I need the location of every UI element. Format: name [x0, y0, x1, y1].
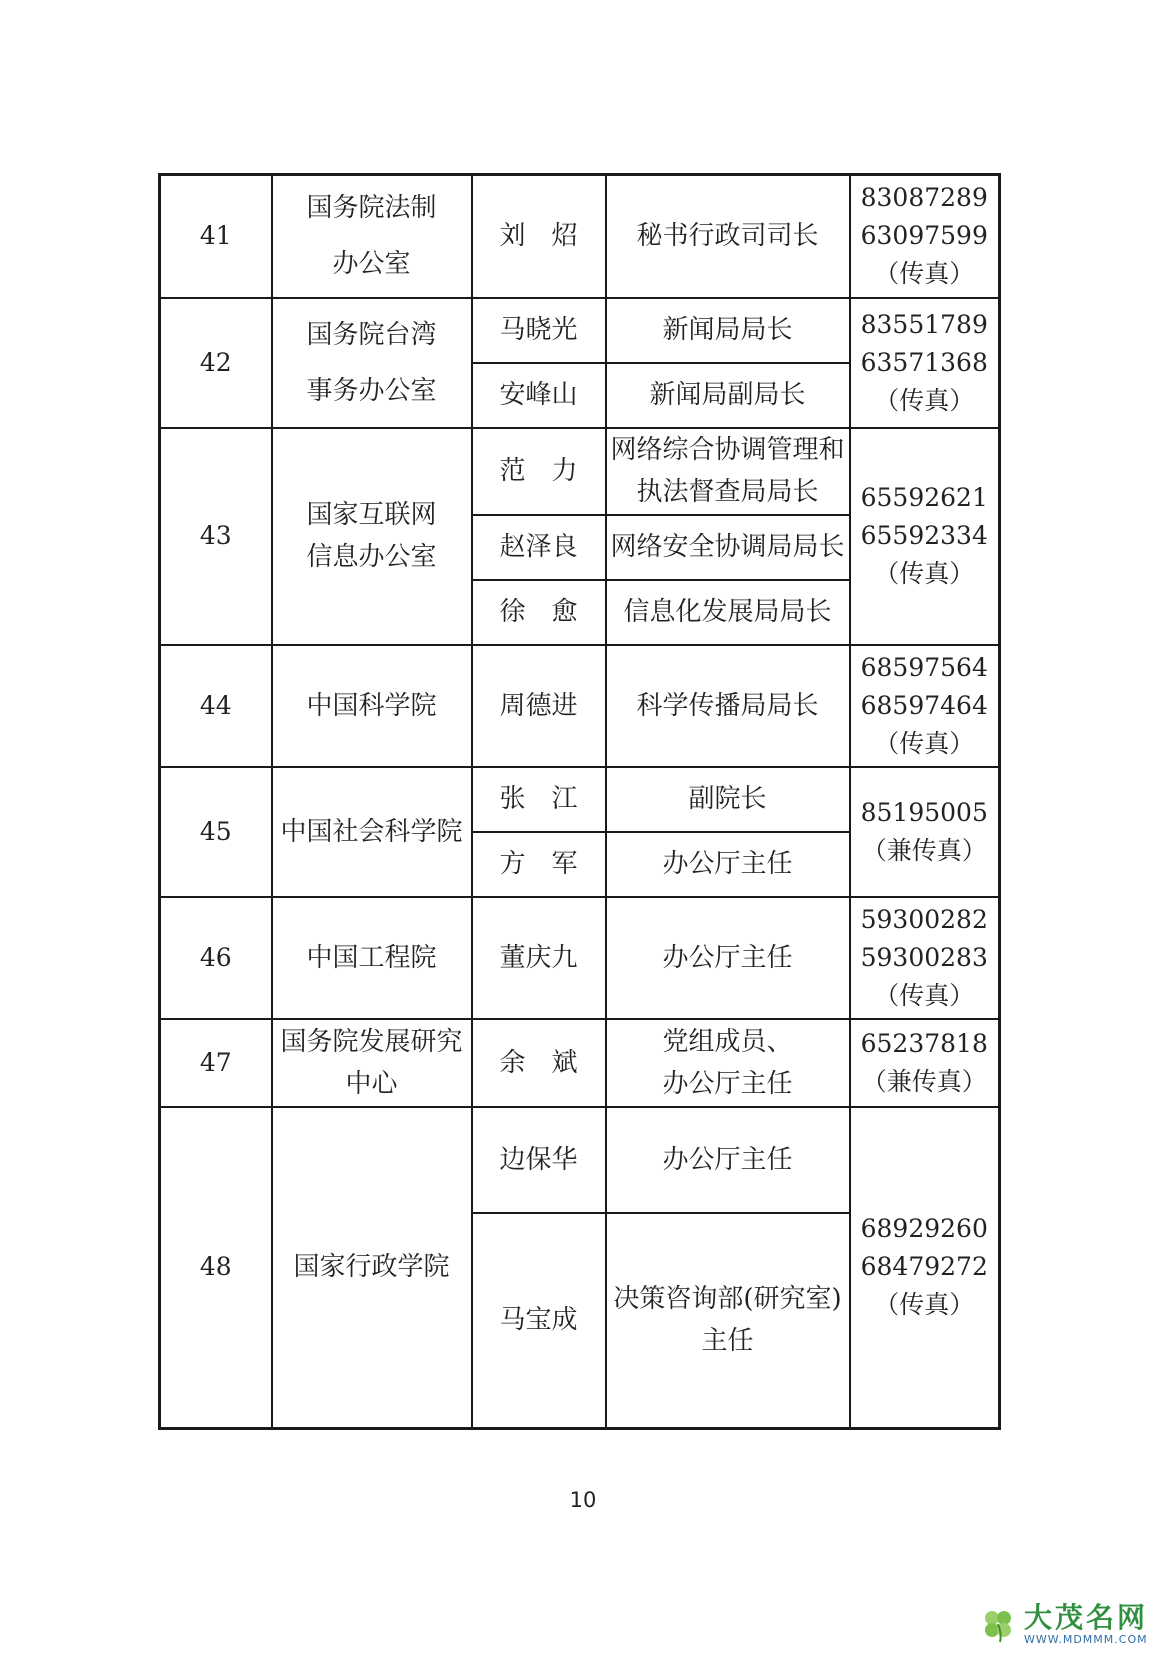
organization-cell	[272, 1019, 472, 1107]
page-number: 10	[569, 1488, 597, 1512]
organization-line: 国务院法制	[306, 193, 437, 224]
table-row	[160, 897, 1000, 1019]
table-row	[160, 767, 1000, 832]
position-line: 办公厅主任	[662, 942, 793, 973]
phone-line: 68479272	[860, 1252, 988, 1282]
phone-cell	[850, 428, 1000, 645]
position-line: 党组成员、	[662, 1026, 793, 1057]
phone-line: 59300283	[860, 942, 988, 972]
phone-cell	[850, 645, 1000, 767]
row-number: 46	[160, 897, 272, 1019]
position-line: 副院长	[688, 784, 767, 814]
position-line: 科学传播局局长	[636, 690, 819, 721]
organization-line: 中国科学院	[306, 690, 437, 721]
person-name: 周德进	[472, 645, 606, 767]
organization-line: 国务院发展研究	[280, 1026, 463, 1057]
person-name: 余 斌	[472, 1019, 606, 1107]
position-line: 办公厅主任	[662, 1068, 793, 1099]
row-number: 45	[160, 767, 272, 897]
organization-cell	[272, 897, 472, 1019]
position-line: 办公厅主任	[662, 849, 793, 879]
position-cell	[606, 363, 850, 428]
table-row	[160, 1019, 1000, 1107]
organization-cell	[272, 298, 472, 428]
position-cell	[606, 580, 850, 645]
position-cell	[606, 515, 850, 580]
person-name: 方 军	[472, 832, 606, 897]
position-cell	[606, 428, 850, 515]
phone-line: 63571368	[860, 347, 988, 377]
person-name: 边保华	[472, 1107, 606, 1213]
table-row	[160, 1107, 1000, 1213]
organization-cell	[272, 1107, 472, 1429]
position-line: 执法督查局局长	[636, 477, 819, 507]
phone-line: （兼传真）	[861, 835, 987, 865]
watermark-url: WWW.MDMMM.COM	[1023, 1633, 1148, 1646]
four-leaf-clover-icon	[978, 1604, 1018, 1644]
person-name: 董庆九	[472, 897, 606, 1019]
phone-line: （传真）	[874, 728, 975, 758]
position-line: 办公厅主任	[662, 1144, 793, 1175]
table-row	[160, 428, 1000, 515]
row-number: 43	[160, 428, 272, 645]
person-name: 张 江	[472, 767, 606, 832]
phone-line: 59300282	[860, 904, 988, 934]
organization-line: 国务院台湾	[306, 319, 437, 350]
phone-cell	[850, 1019, 1000, 1107]
person-name: 刘 炤	[472, 175, 606, 298]
position-cell	[606, 645, 850, 767]
phone-line: 65592334	[860, 521, 988, 550]
organization-cell	[272, 645, 472, 767]
position-cell	[606, 832, 850, 897]
person-name: 范 力	[472, 428, 606, 515]
site-watermark	[978, 1602, 1148, 1646]
row-number: 41	[160, 175, 272, 298]
position-line: 新闻局局长	[662, 315, 793, 345]
phone-cell	[850, 767, 1000, 897]
position-line: 决策咨询部(研究室)	[613, 1284, 842, 1315]
phone-line: 68597464	[860, 690, 988, 720]
organization-line: 办公室	[332, 249, 411, 280]
position-cell	[606, 767, 850, 832]
organization-line: 国家互联网	[306, 500, 437, 530]
person-name: 马宝成	[472, 1213, 606, 1429]
phone-line: 63097599	[860, 221, 988, 251]
position-cell	[606, 175, 850, 298]
phone-cell	[850, 897, 1000, 1019]
organization-cell	[272, 767, 472, 897]
person-name: 徐 愈	[472, 580, 606, 645]
phone-line: 85195005	[860, 797, 988, 827]
phone-line: （传真）	[874, 980, 975, 1010]
organization-line: 信息办公室	[306, 542, 437, 572]
phone-line: （传真）	[874, 1290, 975, 1320]
directory-table	[158, 173, 1001, 1430]
organization-cell	[272, 175, 472, 298]
table-row	[160, 175, 1000, 298]
position-line: 信息化发展局局长	[623, 597, 832, 627]
watermark-site-name: 大茂名网	[1023, 1601, 1148, 1634]
phone-line: （传真）	[874, 385, 975, 415]
position-line: 秘书行政司司长	[636, 221, 819, 252]
position-cell	[606, 1213, 850, 1429]
phone-line: 83551789	[860, 309, 988, 339]
position-cell	[606, 1019, 850, 1107]
organization-line: 中心	[345, 1068, 398, 1099]
organization-line: 国家行政学院	[293, 1252, 450, 1283]
row-number: 47	[160, 1019, 272, 1107]
position-cell	[606, 298, 850, 363]
phone-line: 65592621	[860, 483, 988, 512]
phone-line: （传真）	[874, 559, 975, 588]
position-line: 网络综合协调管理和	[610, 435, 845, 465]
position-line: 主任	[701, 1326, 754, 1357]
phone-line: 83087289	[860, 183, 988, 213]
organization-cell	[272, 428, 472, 645]
phone-line: （传真）	[874, 259, 975, 289]
phone-cell	[850, 1107, 1000, 1429]
phone-line: 68597564	[860, 652, 988, 682]
phone-cell	[850, 175, 1000, 298]
person-name: 赵泽良	[472, 515, 606, 580]
position-cell	[606, 897, 850, 1019]
person-name: 马晓光	[472, 298, 606, 363]
position-line: 新闻局副局长	[649, 380, 806, 410]
phone-line: 65237818	[860, 1028, 988, 1058]
person-name: 安峰山	[472, 363, 606, 428]
row-number: 42	[160, 298, 272, 428]
position-cell	[606, 1107, 850, 1213]
organization-line: 事务办公室	[306, 375, 437, 406]
row-number: 44	[160, 645, 272, 767]
table-row	[160, 645, 1000, 767]
position-line: 网络安全协调局局长	[610, 532, 845, 562]
row-number: 48	[160, 1107, 272, 1429]
phone-cell	[850, 298, 1000, 428]
organization-line: 中国社会科学院	[280, 816, 463, 847]
phone-line: 68929260	[860, 1214, 988, 1244]
table-row	[160, 298, 1000, 363]
phone-line: （兼传真）	[861, 1066, 987, 1096]
organization-line: 中国工程院	[306, 942, 437, 973]
